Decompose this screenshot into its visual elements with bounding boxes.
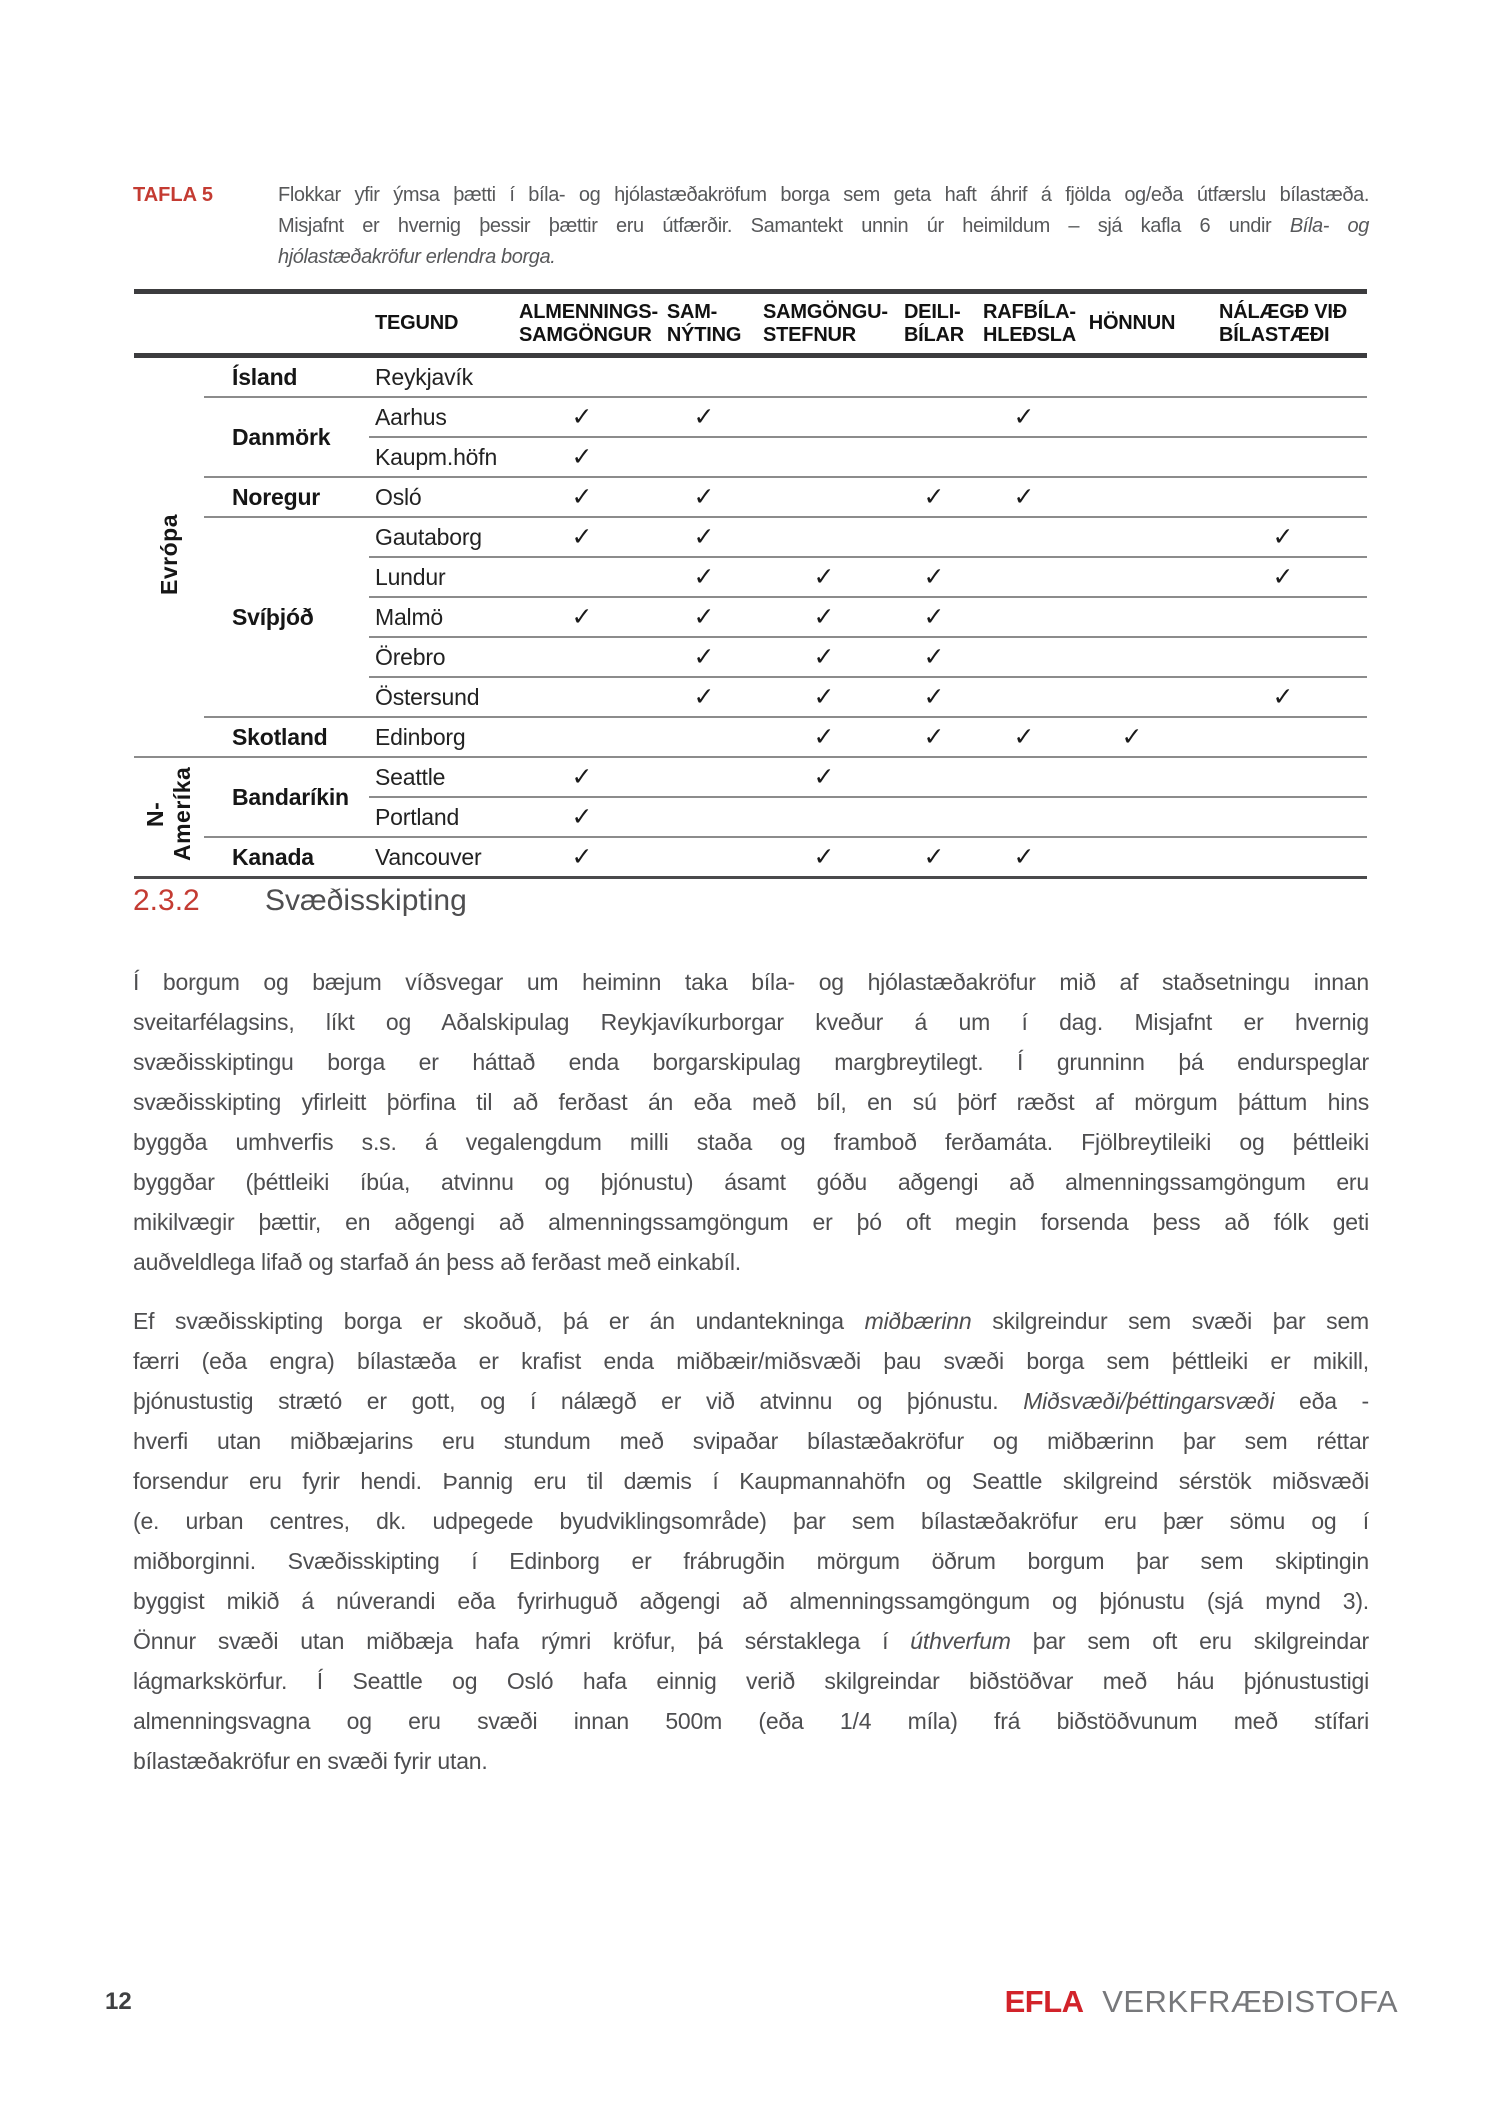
check-mark: ✓ — [645, 397, 763, 437]
city-cell: Aarhus — [369, 397, 519, 437]
empty-cell — [1065, 477, 1199, 517]
table-row — [134, 517, 1367, 557]
empty-cell — [885, 517, 983, 557]
empty-cell — [1065, 637, 1199, 677]
check-mark: ✓ — [645, 597, 763, 637]
city-cell: Osló — [369, 477, 519, 517]
body-paragraph — [133, 962, 1369, 1282]
column-header: HÖNNUN — [1065, 292, 1199, 356]
text-line: Ef svæðisskipting borga er skoðuð, þá er án undantekninga miðbærinn skilgreindur sem svæði þar sem — [133, 1308, 1369, 1334]
check-mark: ✓ — [519, 597, 645, 637]
text-line: forsendur eru fyrir hendi. Þannig eru til dæmis í Kaupmannahöfn og Seattle skilgreind sérstök miðsvæði — [133, 1468, 1369, 1494]
text-line: mikilvægir þættir, en aðgengi að almenningssamgöngum er þó oft megin forsenda þess að fólk geti — [133, 1209, 1369, 1235]
check-mark: ✓ — [983, 837, 1065, 878]
check-mark: ✓ — [519, 517, 645, 557]
empty-cell — [645, 837, 763, 878]
check-mark: ✓ — [1199, 517, 1367, 557]
text-line: Flokkar yfir ýmsa þætti í bíla- og hjólastæðakröfum borga sem geta haft áhrif á fjölda og/eða útfærslu bílastæða. — [278, 184, 1369, 206]
empty-cell — [1065, 597, 1199, 637]
empty-cell — [983, 677, 1065, 717]
empty-header-cell — [134, 292, 369, 356]
empty-cell — [1199, 797, 1367, 837]
check-mark: ✓ — [1199, 557, 1367, 597]
empty-cell — [1199, 757, 1367, 797]
check-mark: ✓ — [763, 757, 885, 797]
check-mark: ✓ — [983, 717, 1065, 757]
empty-cell — [983, 517, 1065, 557]
country-cell: Danmörk — [204, 397, 369, 477]
column-header: ALMENNINGS- SAMGÖNGUR — [519, 292, 645, 356]
empty-cell — [1065, 757, 1199, 797]
empty-cell — [885, 757, 983, 797]
check-mark: ✓ — [645, 677, 763, 717]
empty-cell — [1065, 837, 1199, 878]
text-line: byggist mikið á núverandi eða fyrirhuguð aðgengi að almenningssamgöngum og þjónustu (sjá mynd 3). — [133, 1588, 1369, 1614]
country-cell: Noregur — [204, 477, 369, 517]
check-mark: ✓ — [519, 477, 645, 517]
column-header-tegund: TEGUND — [369, 292, 519, 356]
check-mark: ✓ — [983, 397, 1065, 437]
check-mark: ✓ — [519, 397, 645, 437]
empty-cell — [983, 557, 1065, 597]
city-cell: Reykjavík — [369, 356, 519, 398]
check-mark: ✓ — [1199, 677, 1367, 717]
empty-cell — [983, 637, 1065, 677]
text-line: hjólastæðakröfur erlendra borga. — [278, 246, 556, 268]
region-cell — [134, 356, 204, 758]
text-line: (e. urban centres, dk. udpegede byudviklingsområde) þar sem bílastæðakröfur eru þær sömu og í — [133, 1508, 1369, 1534]
empty-cell — [1199, 717, 1367, 757]
text-line: auðveldlega lifað og starfað án þess að ferðast með einkabíl. — [133, 1249, 741, 1275]
empty-cell — [763, 437, 885, 477]
text-line: þjónustustig strætó er gott, og í nálægð er við atvinnu og þjónustu. Miðsvæði/þéttingarsvæði eða - — [133, 1388, 1369, 1414]
empty-cell — [885, 356, 983, 398]
check-mark: ✓ — [645, 637, 763, 677]
column-header: NÁLÆGÐ VIÐ BÍLASTÆÐI — [1199, 292, 1367, 356]
check-mark: ✓ — [519, 797, 645, 837]
empty-cell — [1065, 557, 1199, 597]
check-mark: ✓ — [645, 557, 763, 597]
city-cell: Örebro — [369, 637, 519, 677]
empty-cell — [1065, 517, 1199, 557]
empty-cell — [983, 757, 1065, 797]
empty-cell — [519, 677, 645, 717]
country-cell: Ísland — [204, 356, 369, 398]
region-label: Evrópa — [155, 513, 182, 595]
empty-cell — [1065, 397, 1199, 437]
text-line: Misjafnt er hvernig þessir þættir eru útfærðir. Samantekt unnin úr heimildum – sjá kafla 6 undir Bíla- og — [278, 215, 1369, 237]
check-mark: ✓ — [1065, 717, 1199, 757]
empty-cell — [1065, 677, 1199, 717]
empty-cell — [885, 797, 983, 837]
country-cell: Svíþjóð — [204, 517, 369, 717]
check-mark: ✓ — [885, 597, 983, 637]
empty-cell — [763, 356, 885, 398]
logo-secondary-text: VERKFRÆÐISTOFA — [1102, 1984, 1398, 2019]
empty-cell — [1065, 437, 1199, 477]
section-number: 2.3.2 — [133, 884, 200, 917]
empty-cell — [1065, 797, 1199, 837]
empty-cell — [983, 797, 1065, 837]
country-cell: Kanada — [204, 837, 369, 878]
text-line: almenningsvagna og eru svæði innan 500m (eða 1/4 míla) frá biðstöðvunum með stífari — [133, 1708, 1369, 1734]
table-row — [134, 477, 1367, 517]
check-mark: ✓ — [885, 557, 983, 597]
check-mark: ✓ — [645, 477, 763, 517]
text-line: Önnur svæði utan miðbæja hafa rýmri kröfur, þá sérstaklega í úthverfum þar sem oft eru skilgreindar — [133, 1628, 1369, 1654]
text-line: sveitarfélagsins, líkt og Aðalskipulag Reykjavíkurborgar kveður á um í dag. Misjafnt er hvernig — [133, 1009, 1369, 1035]
empty-cell — [519, 717, 645, 757]
empty-cell — [983, 597, 1065, 637]
text-line: hverfi utan miðbæjarins eru stundum með svipaðar bílastæðakröfur og miðbærinn þar sem réttar — [133, 1428, 1369, 1454]
city-cell: Östersund — [369, 677, 519, 717]
empty-cell — [645, 356, 763, 398]
column-header: DEILI- BÍLAR — [885, 292, 983, 356]
city-cell: Lundur — [369, 557, 519, 597]
region-label: N-Ameríka — [142, 766, 195, 862]
check-mark: ✓ — [885, 837, 983, 878]
empty-cell — [763, 477, 885, 517]
text-line: miðborginni. Svæðisskipting í Edinborg er frábrugðin mörgum öðrum borgum þar sem skiptingin — [133, 1548, 1369, 1574]
text-line: byggða umhverfis s.s. á vegalengdum milli staða og framboð ferðamáta. Fjölbreytileiki og þéttleiki — [133, 1129, 1369, 1155]
empty-cell — [1199, 437, 1367, 477]
empty-cell — [1199, 477, 1367, 517]
table-row — [134, 757, 1367, 797]
check-mark: ✓ — [763, 597, 885, 637]
check-mark: ✓ — [763, 717, 885, 757]
region-cell — [134, 757, 204, 878]
empty-cell — [763, 517, 885, 557]
empty-cell — [519, 356, 645, 398]
empty-cell — [645, 797, 763, 837]
company-logo — [1005, 1984, 1398, 2020]
table-caption — [133, 180, 1369, 273]
city-cell: Gautaborg — [369, 517, 519, 557]
table-caption-label: TAFLA 5 — [133, 184, 213, 206]
country-cell: Bandaríkin — [204, 757, 369, 837]
empty-cell — [1199, 637, 1367, 677]
city-cell: Malmö — [369, 597, 519, 637]
empty-cell — [763, 797, 885, 837]
empty-cell — [645, 437, 763, 477]
logo-primary-text: EFLA — [1004, 1984, 1084, 2019]
empty-cell — [1199, 356, 1367, 398]
check-mark: ✓ — [983, 477, 1065, 517]
check-mark: ✓ — [763, 637, 885, 677]
text-line: svæðisskipting yfirleitt þörfina til að ferðast án eða með bíl, en sú þörf ræðst af mörgum þáttum hins — [133, 1089, 1369, 1115]
text-line: færri (eða engra) bílastæða er krafist enda miðbæir/miðsvæði þau svæði borga sem þéttleiki er mikill, — [133, 1348, 1369, 1374]
table-row — [134, 397, 1367, 437]
column-header: RAFBÍLA- HLEÐSLA — [983, 292, 1065, 356]
empty-cell — [983, 356, 1065, 398]
body-paragraph — [133, 1301, 1369, 1781]
check-mark: ✓ — [645, 517, 763, 557]
text-line: svæðisskiptingu borga er háttað enda borgarskipulag margbreytilegt. Í grunninn þá endurspeglar — [133, 1049, 1369, 1075]
section-title: Svæðisskipting — [265, 884, 467, 917]
city-cell: Edinborg — [369, 717, 519, 757]
city-cell: Kaupm.höfn — [369, 437, 519, 477]
column-header: SAMGÖNGU- STEFNUR — [763, 292, 885, 356]
city-cell: Seattle — [369, 757, 519, 797]
column-header: SAM- NÝTING — [645, 292, 763, 356]
text-line: byggðar (þéttleiki íbúa, atvinnu og þjónustu) ásamt góðu aðgengi að almenningssamgöngum eru — [133, 1169, 1369, 1195]
city-cell: Portland — [369, 797, 519, 837]
text-line: lágmarkskörfur. Í Seattle og Osló hafa einnig verið skilgreindar biðstöðvar með háu þjónustustigi — [133, 1668, 1369, 1694]
page-number: 12 — [105, 1988, 132, 2015]
check-mark: ✓ — [885, 717, 983, 757]
country-cell: Skotland — [204, 717, 369, 757]
check-mark: ✓ — [885, 477, 983, 517]
empty-cell — [1199, 597, 1367, 637]
text-line: Í borgum og bæjum víðsvegar um heiminn taka bíla- og hjólastæðakröfur mið af staðsetningu innan — [133, 969, 1369, 995]
table-caption-text — [278, 180, 1369, 273]
empty-cell — [519, 557, 645, 597]
check-mark: ✓ — [763, 837, 885, 878]
empty-cell — [885, 397, 983, 437]
table-row — [134, 717, 1367, 757]
text-line: bílastæðakröfur en svæði fyrir utan. — [133, 1748, 488, 1774]
empty-cell — [763, 397, 885, 437]
empty-cell — [519, 637, 645, 677]
table-header-row — [134, 292, 1367, 356]
city-cell: Vancouver — [369, 837, 519, 878]
check-mark: ✓ — [763, 677, 885, 717]
empty-cell — [1199, 837, 1367, 878]
section-heading — [133, 884, 1369, 918]
empty-cell — [645, 757, 763, 797]
check-mark: ✓ — [763, 557, 885, 597]
check-mark: ✓ — [885, 677, 983, 717]
table-row — [134, 356, 1367, 398]
table-row — [134, 837, 1367, 878]
check-mark: ✓ — [519, 437, 645, 477]
empty-cell — [885, 437, 983, 477]
check-mark: ✓ — [519, 757, 645, 797]
empty-cell — [983, 437, 1065, 477]
empty-cell — [645, 717, 763, 757]
criteria-table — [134, 289, 1367, 879]
empty-cell — [1065, 356, 1199, 398]
check-mark: ✓ — [885, 637, 983, 677]
empty-cell — [1199, 397, 1367, 437]
check-mark: ✓ — [519, 837, 645, 878]
